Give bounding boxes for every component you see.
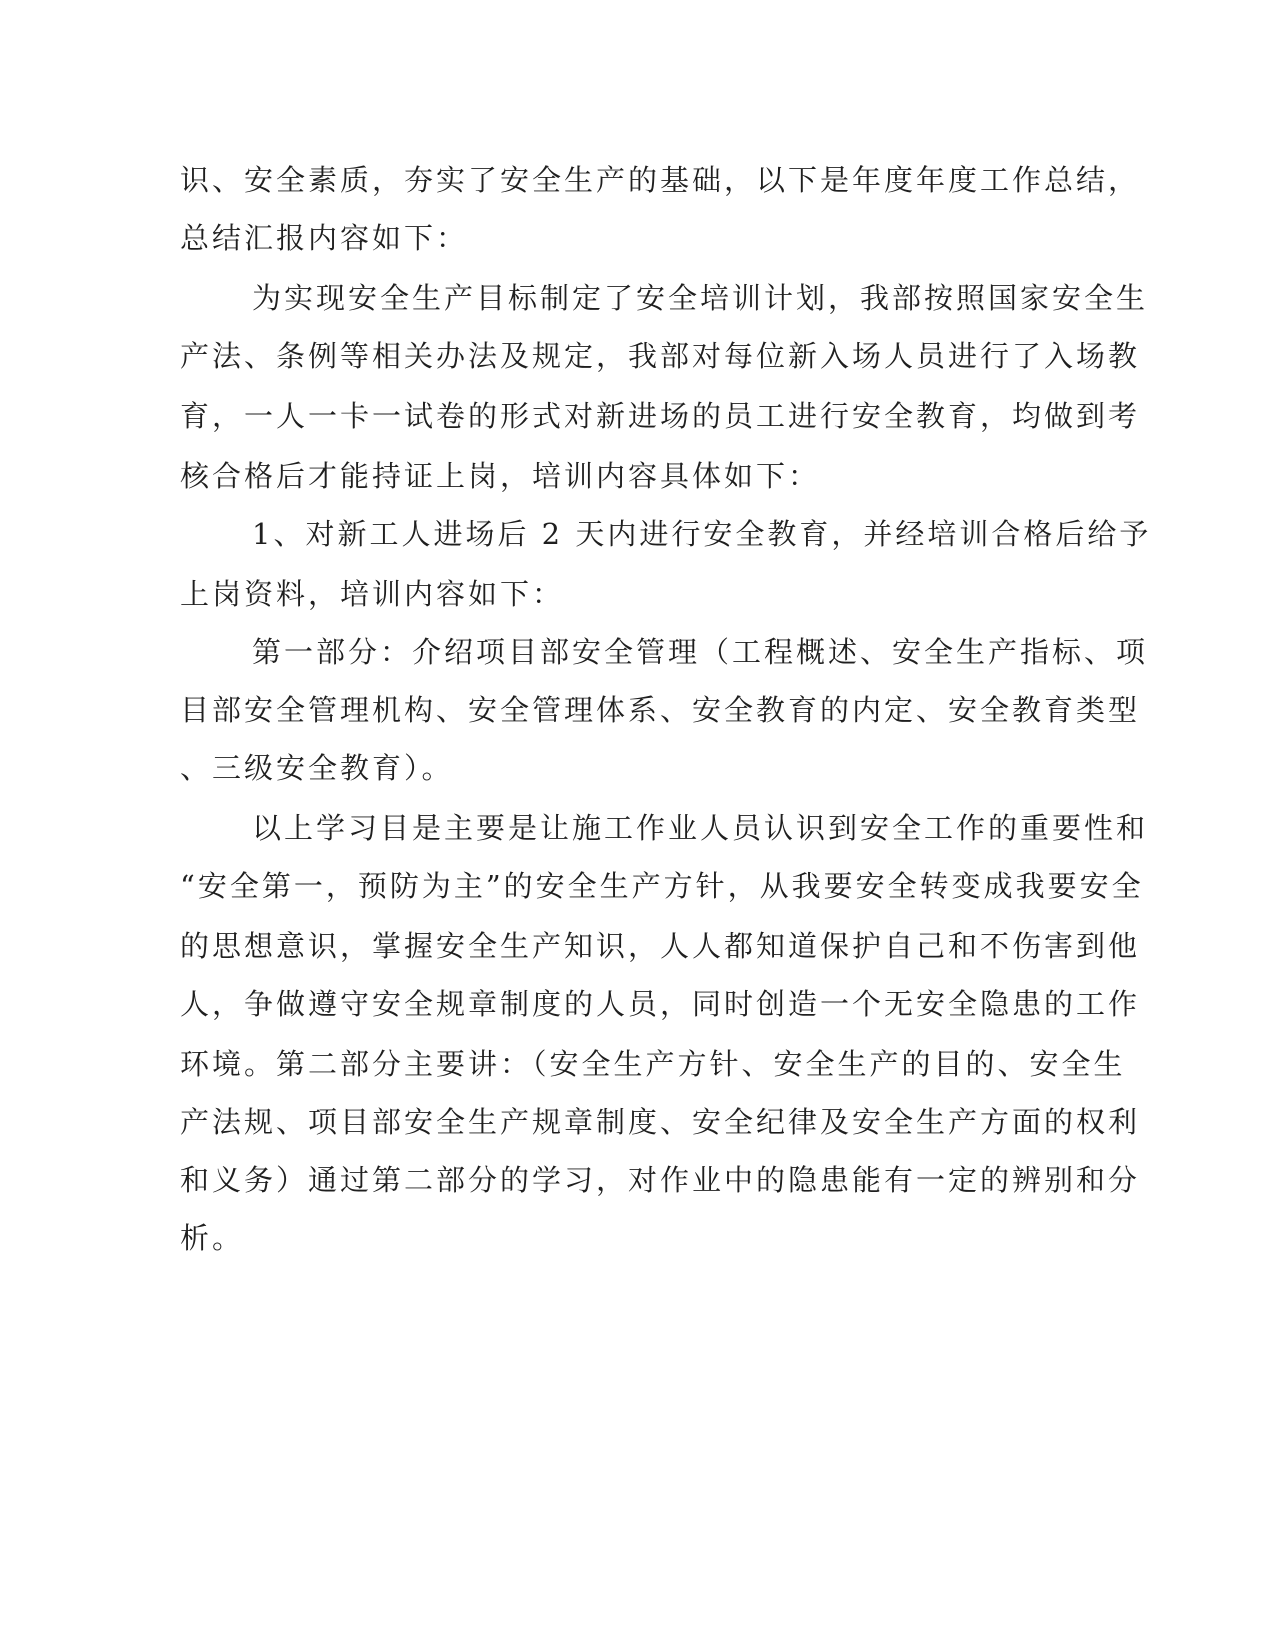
text-line: 总结汇报内容如下： — [180, 221, 469, 255]
text-line: 人，争做遵守安全规章制度的人员，同时创造一个无安全隐患的工作 — [180, 987, 1141, 1021]
text-line: 析。 — [180, 1221, 245, 1255]
text-line: 和义务）通过第二部分的学习，对作业中的隐患能有一定的辨别和分 — [180, 1163, 1141, 1197]
text-line: 上岗资料，培训内容如下： — [180, 577, 565, 611]
text-line: 、三级安全教育）。 — [180, 751, 454, 785]
text-line: 产法规、项目部安全生产规章制度、安全纪律及安全生产方面的权利 — [180, 1105, 1141, 1139]
text-line: 以上学习目是主要是让施工作业人员认识到安全工作的重要性和 — [252, 811, 1149, 845]
text-line: 为实现安全生产目标制定了安全培训计划，我部按照国家安全生 — [252, 281, 1149, 315]
text-line: 核合格后才能持证上岗，培训内容具体如下： — [180, 459, 821, 493]
text-line: 产法、条例等相关办法及规定，我部对每位新入场人员进行了入场教 — [180, 339, 1141, 373]
text-line: 环境。第二部分主要讲：（安全生产方针、安全生产的目的、安全生 — [180, 1047, 1126, 1081]
text-line: 育，一人一卡一试卷的形式对新进场的员工进行安全教育，均做到考 — [180, 399, 1141, 433]
text-line: 第一部分：介绍项目部安全管理（工程概述、安全生产指标、项 — [252, 635, 1149, 669]
text-line: 的思想意识，掌握安全生产知识，人人都知道保护自己和不伤害到他 — [180, 929, 1141, 963]
text-line: 1、对新工人进场后 2 天内进行安全教育，并经培训合格后给予 — [252, 517, 1152, 551]
text-line: 目部安全管理机构、安全管理体系、安全教育的内定、安全教育类型 — [180, 693, 1141, 727]
text-line: “安全第一，预防为主”的安全生产方针，从我要安全转变成我要安全 — [180, 869, 1144, 903]
text-line: 识、安全素质，夯实了安全生产的基础，以下是年度年度工作总结， — [180, 163, 1141, 197]
